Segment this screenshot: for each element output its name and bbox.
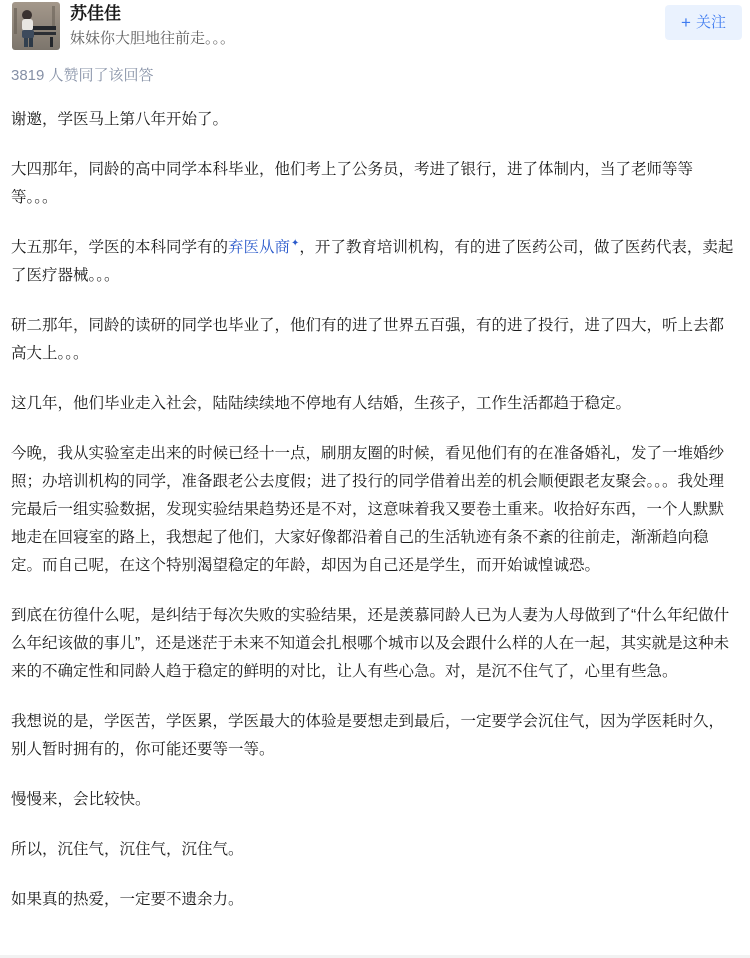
- paragraph: 大四那年，同龄的高中同学本科毕业，他们考上了公务员，考进了银行，进了体制内，当了老师等等等。。。: [11, 161, 694, 206]
- paragraph: 研二那年，同龄的读研的同学也毕业了，他们有的进了世界五百强，有的进了投行，进了四大，听上去都高大上。。。: [11, 317, 725, 362]
- paragraph: 谢邀，学医马上第八年开始了。: [11, 111, 229, 128]
- paragraph: 慢慢来，会比较快。: [11, 791, 151, 808]
- paragraph-text: ，开了教育培训机构，有的进了医药公司，做了医药代表，卖起了医疗器械。。。: [11, 239, 734, 284]
- follow-button[interactable]: [665, 5, 742, 40]
- reference-search-icon: ✦: [291, 237, 300, 249]
- paragraph: 如果真的热爱，一定要不遗余力。: [11, 891, 244, 908]
- answer-content: [11, 106, 739, 914]
- inline-link-text: 弃医从商: [228, 239, 291, 256]
- author-bio: 妹妹你大胆地往前走。。。: [70, 30, 236, 47]
- paragraph: [11, 234, 739, 290]
- author-header: [11, 0, 739, 54]
- author-info: [70, 2, 739, 51]
- author-name[interactable]: 苏佳佳: [70, 4, 121, 23]
- paragraph: 这几年，他们毕业走入社会，陆陆续续地不停地有人结婚，生孩子，工作生活都趋于稳定。: [11, 395, 632, 412]
- paragraph: 今晚，我从实验室走出来的时候已经十一点，刷朋友圈的时候，看见他们有的在准备婚礼，发了一堆婚纱照；办培训机构的同学，准备跟老公去度假；进了投行的同学借着出差的机会顺便跟老友聚会。。。我处理完最后一组实验数据，发现实验结果趋势还是不对，这意味着我又要卷土重来。收拾好东西，一个人默默地走在回寝室的路上，我想起了他们，大家好像都沿着自己的生活轨迹有条不紊的往前走，渐渐趋向稳定。而自己呢，在这个特别渴望稳定的年龄，却因为自己还是学生，而开始诚惶诚恐。: [11, 445, 725, 574]
- follow-button-label: 关注: [695, 14, 726, 31]
- upvote-count-text: 3819 人赞同了该回答: [11, 67, 154, 84]
- paragraph: 到底在彷徨什么呢，是纠结于每次失败的实验结果，还是羡慕同龄人已为人妻为人母做到了“什么年纪做什么年纪该做的事儿”，还是迷茫于未来不知道会扎根哪个城市以及会跟什么样的人在一起，其实就是这种未来的不确定性和同龄人趋于稳定的鲜明的对比，让人有些心急。对，是沉不住气了，心里有些急。: [11, 607, 730, 680]
- author-avatar[interactable]: [12, 2, 60, 50]
- avatar-photo: [12, 2, 60, 50]
- paragraph: 我想说的是，学医苦，学医累，学医最大的体验是要想走到最后，一定要学会沉住气，因为学医耗时久，别人暂时拥有的，你可能还要等一等。: [11, 713, 725, 758]
- paragraph: 所以，沉住气，沉住气，沉住气。: [11, 841, 244, 858]
- paragraph-text: 大五那年，学医的本科同学有的: [11, 239, 229, 256]
- inline-topic-link[interactable]: [228, 239, 299, 256]
- plus-icon: +: [681, 13, 691, 32]
